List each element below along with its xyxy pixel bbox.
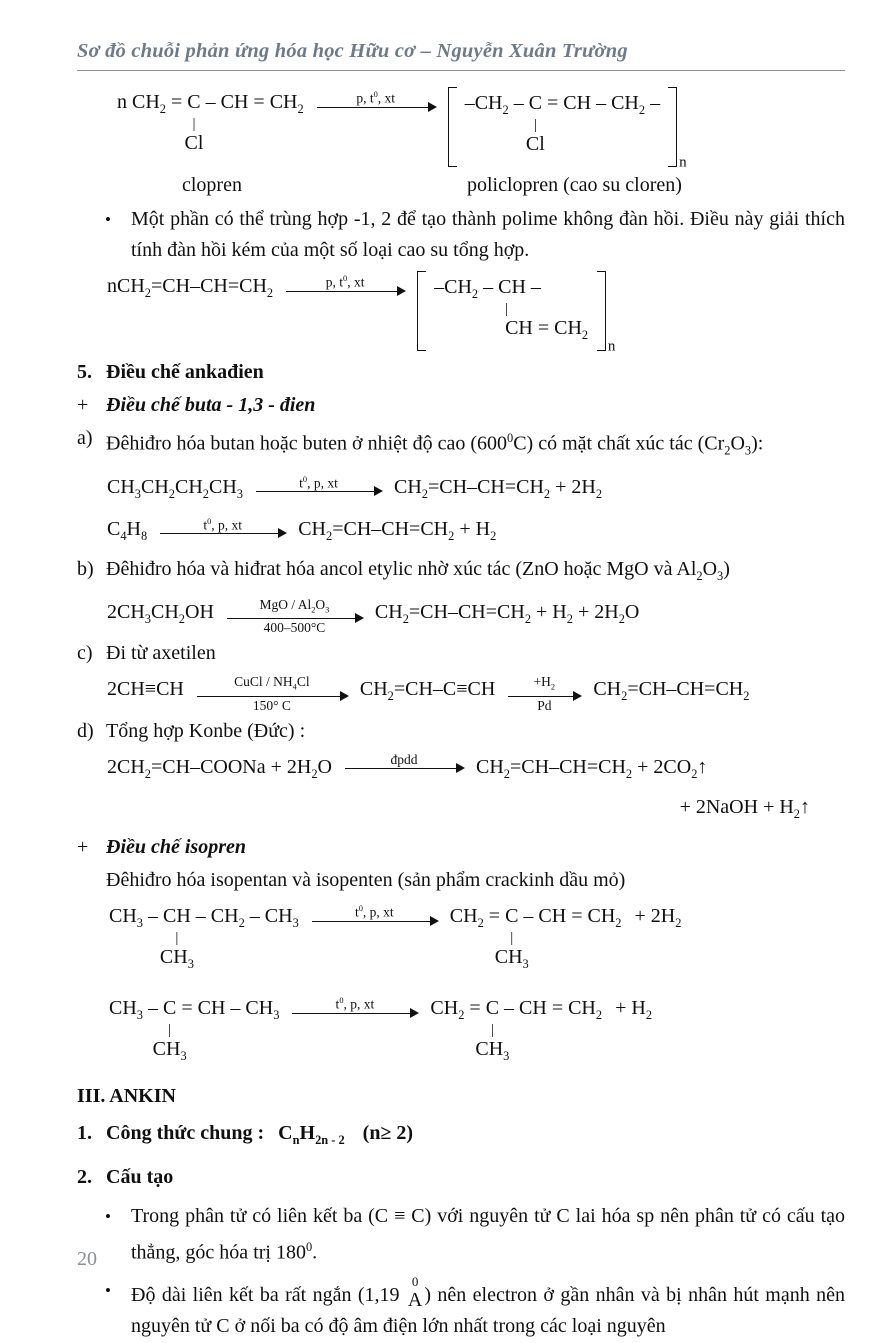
branch-anchor xyxy=(498,272,589,342)
formula-products: $CH_2=CH-CH=CH_2 + 2H_2$ xyxy=(394,475,603,501)
arrow-condition-above: $t^0$, p, xt xyxy=(299,474,338,491)
polymer-index-n: n xyxy=(679,154,687,171)
bullet-do-dai-lien-ket xyxy=(105,1275,845,1342)
bullet-text: Trong phân tử có liên kết ba (C ≡ C) với nguyên tử C lai hóa sp nên phân tử có cấu tạo thẳng, góc hóa trị $180^0$. xyxy=(131,1205,845,1264)
arrow-shaft xyxy=(317,107,435,108)
bullet-icon: • xyxy=(105,1280,111,1300)
anchor-atom: C xyxy=(528,92,543,114)
formula-segment: = CH – $CH_3$ xyxy=(176,997,280,1023)
reaction-captions xyxy=(77,170,845,200)
item-1-cong-thuc-chung xyxy=(77,1118,845,1156)
item-a-dehidro-butan xyxy=(77,423,845,467)
formula-segment: – CH = $CH_2$ xyxy=(518,905,622,931)
reaction-isopenten xyxy=(109,993,845,1071)
anchor-atom: CH xyxy=(163,905,191,928)
item-dieu-che-isopren xyxy=(77,832,845,863)
branch-anchor xyxy=(152,993,187,1064)
branch-substituent: Cl xyxy=(184,132,204,154)
formula-segment: $-CH_2$ – xyxy=(464,92,529,117)
formula-isopenten xyxy=(109,993,279,1071)
formula-segment: n $CH_2$ = xyxy=(117,91,188,116)
arrow-condition-below: Pd xyxy=(537,698,552,714)
formula-segment: $-CH_2$ – xyxy=(434,276,499,301)
branch-anchor xyxy=(525,88,545,155)
formula-policlopren xyxy=(457,87,668,167)
page-header xyxy=(77,38,845,71)
item-text: Đêhiđro hóa và hiđrat hóa ancol etylic nhờ xúc tác (ZnO hoặc MgO và $Al_2O_3$) xyxy=(106,557,730,583)
anchor-atom: C xyxy=(163,997,177,1020)
branch-group xyxy=(495,931,529,977)
item-letter: c) xyxy=(77,642,93,665)
heading-5-dieu-che-ankadien xyxy=(77,357,845,388)
branch-substituent: Cl xyxy=(525,133,545,155)
reaction-konbe xyxy=(107,752,845,789)
formula-etanol: $2CH_3CH_2OH$ xyxy=(107,600,214,626)
reaction-etanol xyxy=(107,597,845,636)
arrow-condition-above: $+H_2$ xyxy=(533,674,556,693)
formula-cnh2n-2: $C_nH_{2n - 2}$ xyxy=(278,1122,345,1148)
formula-buten: $C_4H_8$ xyxy=(107,517,148,543)
formula-segment: $CH_2$ = xyxy=(449,905,506,931)
arrow-condition-above: MgO / $Al_2O_3$ xyxy=(259,596,330,615)
item-2-cau-tao xyxy=(77,1162,845,1193)
item-label: Cấu tạo xyxy=(106,1166,174,1189)
right-bracket xyxy=(668,87,677,167)
formula-tail-h2: + $H_2$ xyxy=(615,997,653,1023)
text-after-angstrom: ) nên electron ở gần nhân và bị nhân hút mạnh nên nguyên tử C ở nối ba có độ âm điện lớn nhất trong các loại nguyên xyxy=(131,1283,845,1337)
reaction-arrow xyxy=(312,901,437,938)
arrow-condition-below xyxy=(347,1015,363,1030)
branch-group xyxy=(526,118,545,157)
arrow-condition-above: p, $t^0$, xt xyxy=(356,90,396,106)
header-title: Sơ đồ chuỗi phản ứng hóa học Hữu cơ – Nguyễn Xuân Trường xyxy=(77,40,628,62)
reaction-arrow xyxy=(317,87,435,124)
formula-isopentan xyxy=(109,901,299,979)
reaction-arrow xyxy=(345,752,463,785)
formula-poly-1-2-unit xyxy=(426,271,597,351)
reaction-arrow xyxy=(256,472,381,509)
branch-group xyxy=(160,931,194,977)
arrow-condition-above: $t^0$, p, xt xyxy=(203,516,243,533)
bond-line: | xyxy=(168,1022,172,1039)
item-label: Công thức chung : xyxy=(106,1122,265,1145)
formula-clopren xyxy=(117,87,304,165)
formula-segment: $CH_2$ = xyxy=(430,997,486,1023)
branch-anchor xyxy=(475,993,510,1064)
item-text: Đi từ axetilen xyxy=(106,642,216,665)
arrow-condition-below xyxy=(337,293,353,308)
reaction-axetilen xyxy=(107,674,845,713)
arrow-condition-above: đpdd xyxy=(390,752,418,768)
item-text: Điều chế buta - 1,3 - đien xyxy=(106,394,316,416)
anchor-atom: C xyxy=(485,997,500,1020)
item-letter: b) xyxy=(77,557,94,580)
arrow-condition-below: 400–500°C xyxy=(263,620,326,636)
arrow-shaft xyxy=(508,696,580,697)
plus-marker: + xyxy=(77,836,89,859)
arrow-condition-above: CuCl / $NH_4Cl$ xyxy=(234,674,310,693)
caption-policlopren: policlopren (cao su cloren) xyxy=(466,174,682,196)
branch-group xyxy=(475,1023,509,1069)
anchor-atom: C xyxy=(187,91,201,113)
arrow-condition-below xyxy=(366,923,382,938)
left-bracket xyxy=(417,271,426,351)
item-letter: d) xyxy=(77,720,94,743)
plus-marker: + xyxy=(77,394,89,416)
branch-vinyl: CH = $CH_2$ xyxy=(505,317,589,342)
arrow-shaft xyxy=(227,618,362,619)
bond-line: | xyxy=(175,930,179,947)
arrow-condition-below xyxy=(396,770,412,785)
formula-isopren xyxy=(449,901,622,972)
reaction-arrow xyxy=(286,271,404,308)
reaction-poly-1-2 xyxy=(107,271,845,355)
heading-text: Điều chế ankađien xyxy=(106,361,264,383)
bullet-icon: • xyxy=(105,210,111,229)
right-bracket xyxy=(597,271,606,351)
bullet-icon: • xyxy=(105,1207,111,1227)
formula-segment: – CH = $CH_2$ xyxy=(499,997,603,1023)
anchor-atom: CH xyxy=(498,276,526,298)
item-text: Điều chế isopren xyxy=(106,836,246,859)
reaction-buten-dehydro xyxy=(107,514,845,551)
branch-methyl: $CH_3$ xyxy=(152,1038,187,1064)
caption-clopren: clopren xyxy=(182,174,242,196)
reaction-arrow xyxy=(292,993,417,1030)
arrow-condition-below xyxy=(368,109,384,124)
formula-axetilen: 2CH≡CH xyxy=(107,678,184,701)
formula-tail-h2: + $2H_2$ xyxy=(634,905,682,931)
formula-butan: $CH_3CH_2CH_2CH_3$ xyxy=(107,475,243,501)
branch-methyl: $CH_3$ xyxy=(159,946,194,972)
item-number: 2. xyxy=(77,1166,92,1189)
formula-segment: $CH_3$ – xyxy=(109,905,163,931)
formula-butadien: $nCH_2=CH-CH=CH_2$ xyxy=(107,275,274,300)
item-c-axetilen xyxy=(77,638,845,669)
branch-anchor xyxy=(494,901,529,972)
heading-number: 5. xyxy=(77,361,92,383)
paragraph-isopentan: Đêhiđro hóa isopentan và isopenten (sản phẩm crackinh dầu mỏ) xyxy=(106,869,626,892)
item-text: Đêhiđro hóa butan hoặc buten ở nhiệt độ cao $(600^0C)$ có mặt chất xúc tác $(Cr_2O_3)$: xyxy=(106,431,764,458)
formula-vinylaxetilen: $CH_2=CH-C\equiv CH$ xyxy=(359,678,496,704)
formula-segment: – xyxy=(525,276,541,298)
reaction-arrow-2 xyxy=(508,674,580,713)
branch-group xyxy=(185,117,204,156)
bond-line: | xyxy=(490,1022,494,1039)
item-letter: a) xyxy=(77,427,93,449)
heading-text: III. ANKIN xyxy=(77,1085,176,1108)
bullet-lien-ket-ba xyxy=(105,1201,845,1269)
formula-condition: (n≥ 2) xyxy=(362,1122,414,1145)
formula-butadien: $CH_2=CH-CH=CH_2$ xyxy=(593,678,750,704)
angstrom-base: A xyxy=(407,1288,423,1311)
anchor-atom: C xyxy=(505,905,519,928)
left-bracket xyxy=(448,87,457,167)
arrow-condition-above: $t^0$, p, xt xyxy=(354,904,394,920)
reaction-arrow xyxy=(160,514,285,551)
arrow-condition-below: 150° C xyxy=(252,698,291,714)
branch-methyl: $CH_3$ xyxy=(475,1038,510,1064)
formula-products: $CH_2=CH-CH=CH_2$ + $2CO_2↑$ xyxy=(476,756,708,782)
branch-methyl: $CH_3$ xyxy=(494,946,529,972)
arrow-condition-above: $t^0$, p, xt xyxy=(335,996,375,1012)
formula-segment: – $CH_2 - CH_3$ xyxy=(190,905,299,931)
formula-products: $CH_2=CH-CH=CH_2 + H_2 + 2H_2O$ xyxy=(374,600,640,626)
arrow-shaft xyxy=(197,696,347,697)
branch-anchor xyxy=(184,87,204,154)
bond-line: | xyxy=(510,930,514,947)
reaction-konbe-products-line2: + 2NaOH + $H_2↑$ xyxy=(679,796,810,822)
formula-natri-acrylat: $2CH_2=CH$–COONa + $2H_2O$ xyxy=(107,756,332,782)
formula-segment: $CH_3$ – xyxy=(109,997,163,1023)
formula-products: $CH_2=CH-CH=CH_2 + H_2$ xyxy=(298,517,497,543)
formula-segment: = CH – $CH_2$ – xyxy=(542,92,661,117)
arrow-shaft xyxy=(312,921,437,922)
item-number: 1. xyxy=(77,1122,92,1145)
polymer-repeat-unit xyxy=(448,87,687,171)
arrow-condition-below xyxy=(311,493,327,508)
reaction-butan-dehydro xyxy=(107,472,845,509)
note-trung-hop-1-2 xyxy=(105,204,845,266)
bond-line: | xyxy=(192,116,196,132)
arrow-shaft xyxy=(286,291,404,292)
reaction-isopentan xyxy=(109,901,845,979)
polymer-index-n: n xyxy=(607,338,616,355)
bond-line: | xyxy=(533,117,537,133)
text-before-angstrom: Độ dài liên kết ba rất ngắn (1,19 xyxy=(131,1283,406,1306)
angstrom-superscript: 0 xyxy=(411,1273,419,1289)
bond-line: | xyxy=(505,301,509,317)
reaction-clopren-polymerization xyxy=(117,87,845,171)
page-number: 20 xyxy=(77,1248,97,1270)
arrow-shaft xyxy=(256,491,381,492)
item-d-tong-hop-konbe xyxy=(77,716,845,747)
arrow-condition-above: p, $t^0$, xt xyxy=(325,274,365,290)
arrow-shaft xyxy=(160,533,285,534)
angstrom-symbol xyxy=(408,1275,422,1311)
formula-isopren xyxy=(430,993,603,1064)
arrow-condition-below xyxy=(215,535,231,550)
reaction-arrow xyxy=(227,597,362,636)
item-b-dehidro-ancol xyxy=(77,554,845,592)
note-text: Một phần có thể trùng hợp -1, 2 để tạo thành polime không đàn hồi. Điều này giải thích tính đàn hồi kém của một số loại cao su tổng hợp. xyxy=(131,208,845,261)
branch-anchor xyxy=(159,901,194,972)
heading-iii-ankin xyxy=(77,1081,845,1112)
branch-group xyxy=(505,302,588,348)
bullet-text xyxy=(131,1275,845,1342)
polymer-repeat-unit xyxy=(417,271,616,355)
arrow-shaft xyxy=(292,1013,417,1014)
branch-group xyxy=(153,1023,187,1069)
formula-segment: – CH = $CH_2$ xyxy=(200,91,304,116)
item-dieu-che-buta-1-3-dien xyxy=(77,390,845,421)
item-text: Tổng hợp Konbe (Đức) : xyxy=(106,720,306,743)
arrow-shaft xyxy=(345,768,463,769)
reaction-arrow-1 xyxy=(197,674,347,713)
